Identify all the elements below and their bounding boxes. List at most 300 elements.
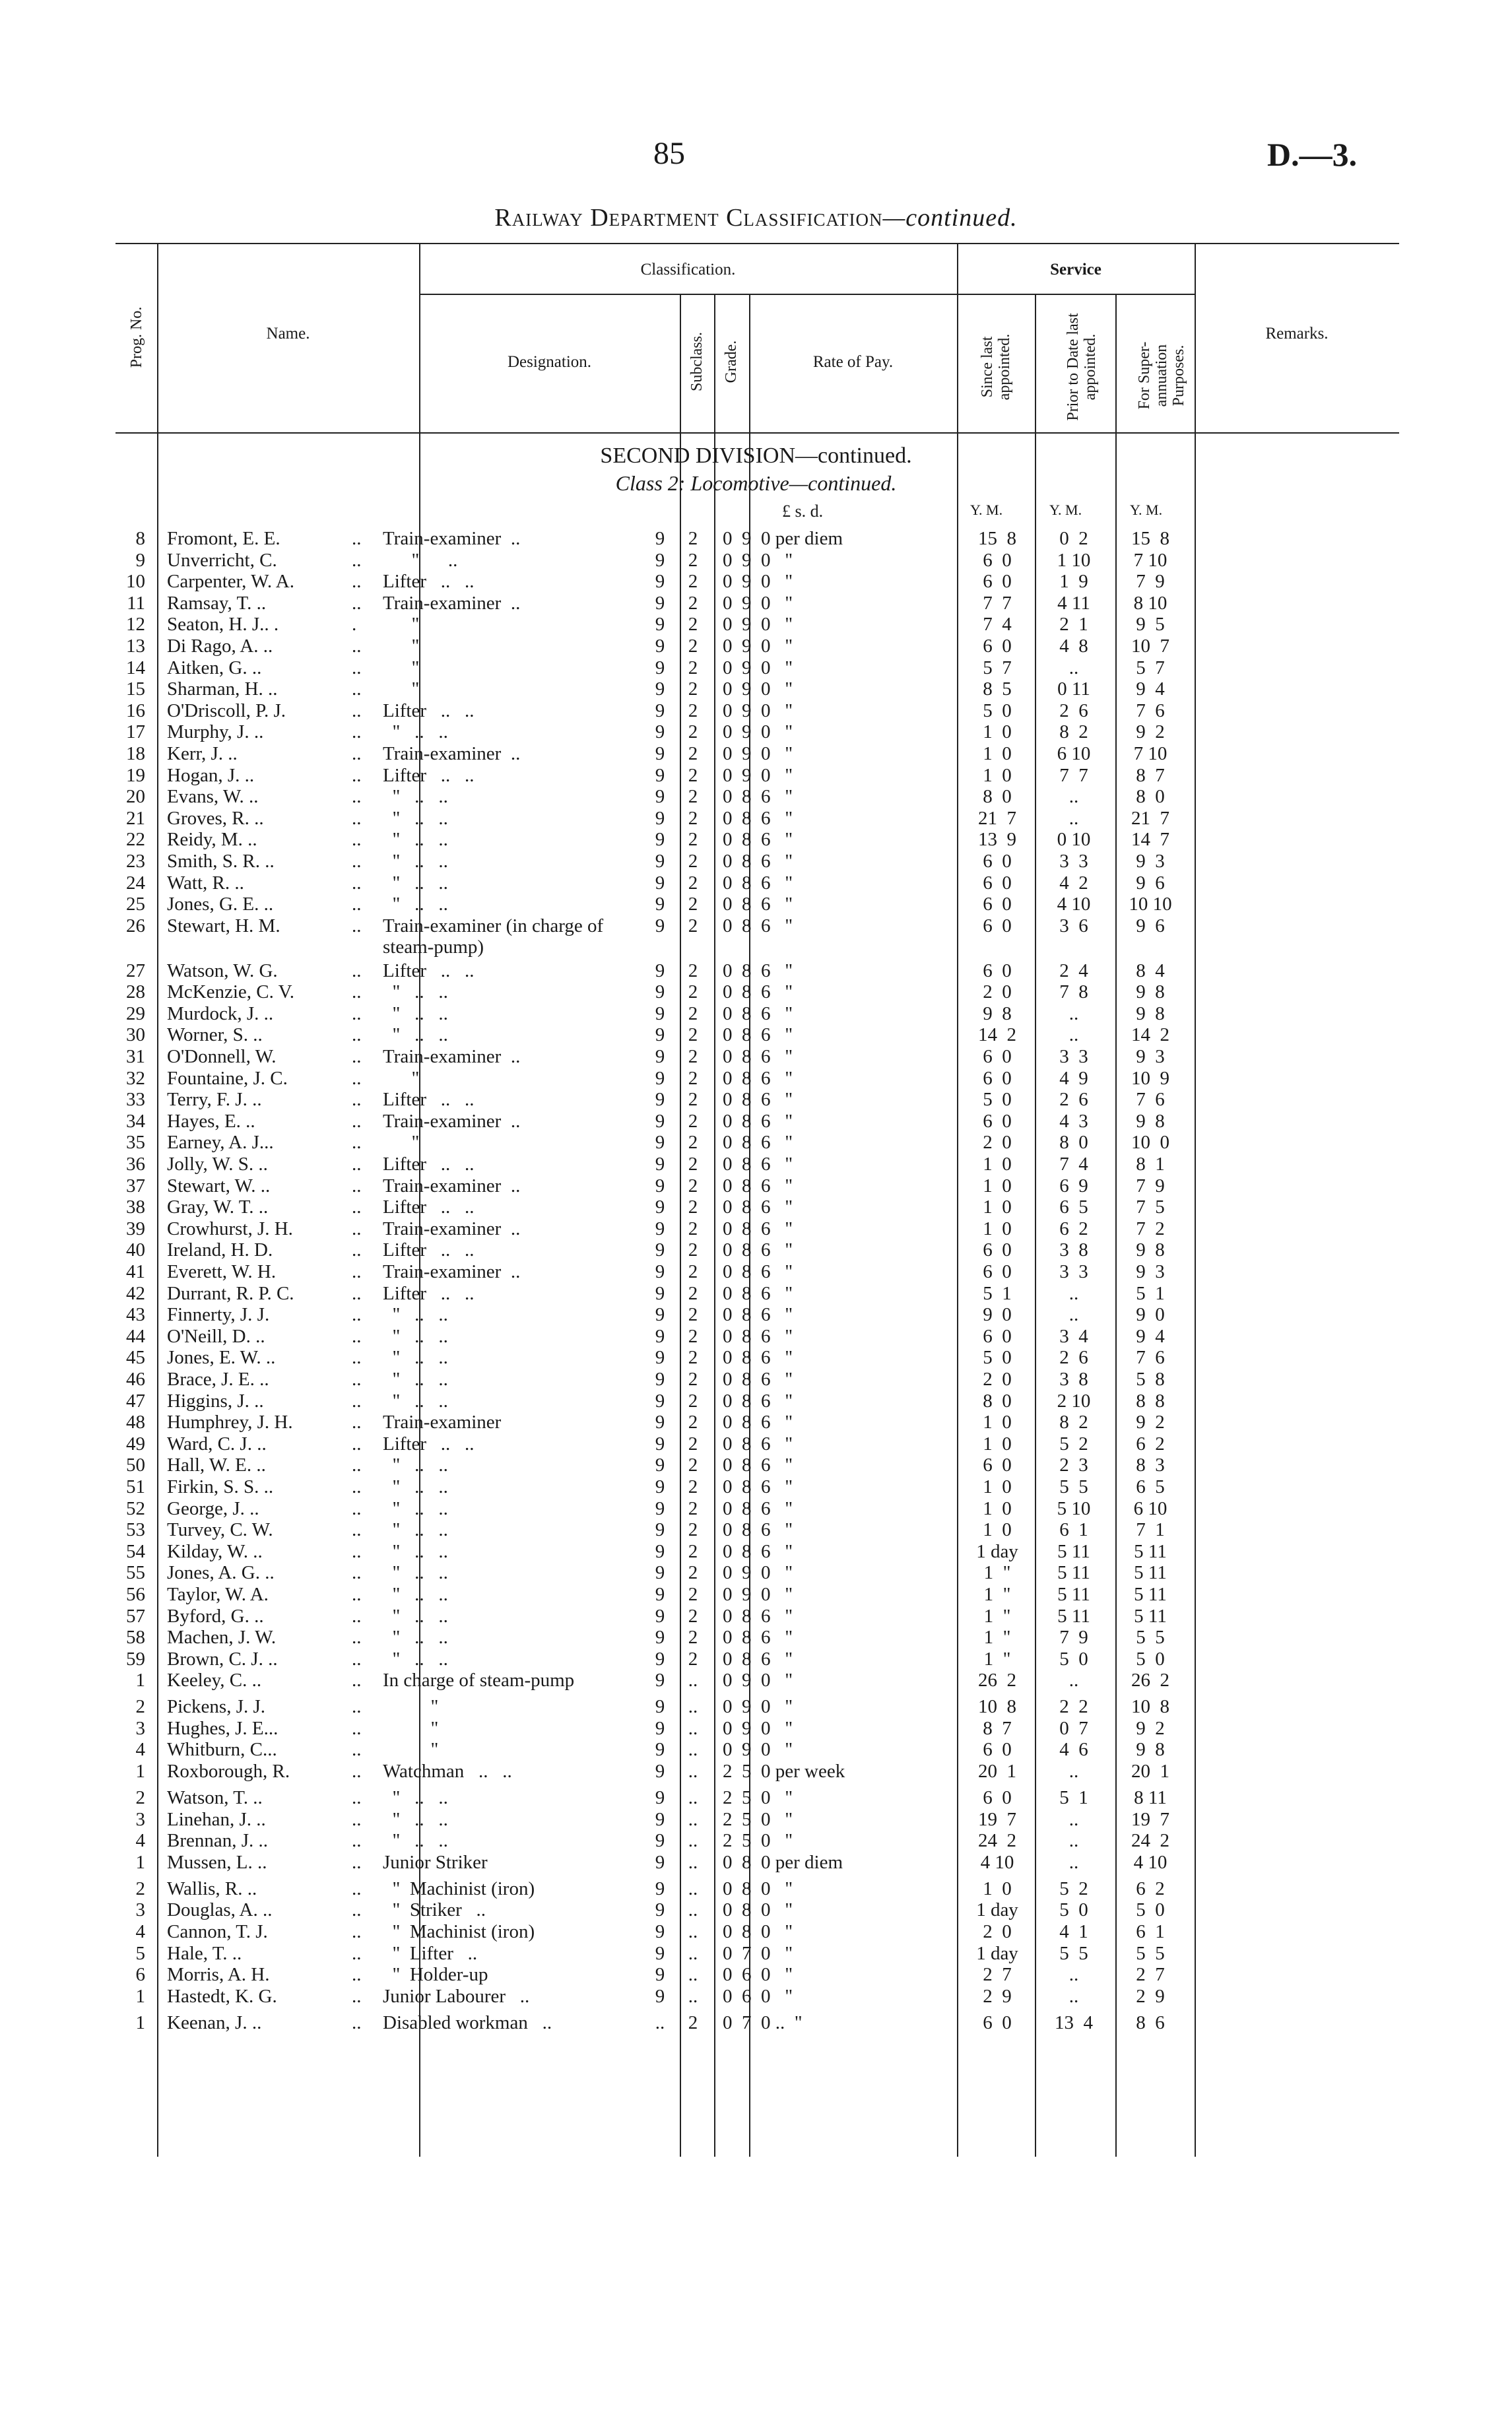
designation: Lifter .. .. [383, 700, 475, 721]
grade: 2 [688, 981, 698, 1003]
name-text: Keenan, J. .. [167, 2012, 262, 2033]
service-superannuation: 7 9 [1136, 571, 1165, 593]
service-superannuation: 8 1 [1136, 1154, 1165, 1175]
service-superannuation: 24 2 [1131, 1830, 1169, 1852]
subclass: 9 [655, 981, 665, 1003]
name-text: Seaton, H. J.. . [167, 614, 279, 636]
rate-of-pay: 0 9 0 " [723, 657, 793, 678]
service-superannuation: 5 1 [1136, 1282, 1165, 1304]
name-text: Watson, T. .. [167, 1787, 263, 1809]
subclass: 9 [655, 1261, 665, 1282]
leader-dots: .. [352, 1739, 362, 1761]
service-superannuation: 7 1 [1136, 1519, 1165, 1541]
employee-name [150, 1175, 375, 1197]
remarks [1189, 1412, 1387, 1433]
grade: 2 [688, 1002, 698, 1024]
prog-no: 32 [126, 1067, 145, 1089]
table-row [115, 1046, 1387, 1068]
name-text: Jones, G. E. .. [167, 894, 274, 915]
service-since-last: 1 day [976, 1540, 1018, 1562]
leader-dots: .. [352, 1921, 362, 1943]
grade: 2 [688, 721, 698, 743]
service-since-last: 1 " [983, 1648, 1011, 1670]
service-prior: .. [1068, 786, 1079, 808]
grade: 2 [688, 1239, 698, 1261]
header-since-last: Since last appointed. [979, 333, 1013, 401]
designation: " .. .. [383, 1368, 448, 1390]
grade: 2 [688, 1196, 698, 1218]
service-prior: 2 1 [1059, 614, 1088, 636]
service-superannuation: 9 2 [1136, 1412, 1165, 1433]
prog-no: 31 [126, 1046, 145, 1068]
remarks [1189, 765, 1387, 787]
grade: 2 [688, 1476, 698, 1497]
service-prior: 4 9 [1059, 1067, 1088, 1089]
rate-of-pay: 0 8 6 " [723, 960, 793, 981]
service-since-last: 9 8 [983, 1002, 1012, 1024]
grade: 2 [688, 1347, 698, 1369]
designation: " .. .. [383, 1519, 448, 1541]
rate-of-pay: 2 5 0 per week [723, 1761, 845, 1783]
service-prior: 0 2 [1059, 528, 1088, 549]
service-units-prior: Y. M. [1049, 502, 1082, 518]
service-prior: 4 10 [1057, 894, 1091, 915]
service-since-last: 6 0 [983, 1787, 1012, 1809]
service-superannuation: 9 4 [1136, 678, 1165, 700]
table-row [115, 678, 1387, 700]
leader-dots: .. [352, 1046, 362, 1068]
table-row [115, 636, 1387, 657]
service-since-last: 6 0 [983, 1046, 1012, 1068]
service-since-last: 5 0 [983, 1347, 1012, 1369]
subclass: 9 [655, 742, 665, 764]
table-row [115, 1239, 1387, 1261]
prog-no: 43 [126, 1304, 145, 1326]
service-superannuation: 2 9 [1136, 1985, 1165, 2007]
name-text: Everett, W. H. [167, 1261, 277, 1282]
leader-dots: .. [352, 1132, 362, 1154]
employee-name [150, 1627, 375, 1649]
rate-of-pay: 0 6 0 " [723, 1964, 793, 1986]
service-superannuation: 10 7 [1131, 635, 1169, 657]
name-text: Carpenter, W. A. [167, 571, 294, 593]
employee-name [150, 1196, 375, 1218]
remarks [1189, 872, 1387, 894]
subclass: 9 [655, 1808, 665, 1830]
prog-no: 17 [126, 721, 145, 743]
rate-of-pay: 0 8 6 " [723, 1648, 793, 1670]
table-row [115, 614, 1387, 636]
leader-dots: .. [352, 1670, 362, 1691]
designation: Lifter .. .. [383, 1433, 475, 1455]
table-row [115, 1718, 1387, 1740]
grade: .. [688, 1670, 698, 1691]
rate-of-pay: 0 9 0 " [723, 614, 793, 636]
leader-dots: .. [352, 1899, 362, 1921]
employee-name [150, 1986, 375, 2012]
pay-units: £ s. d. [782, 502, 824, 521]
table-row [115, 1899, 1387, 1921]
designation: " .. .. [383, 1304, 448, 1326]
table-row [115, 915, 1387, 960]
grade: 2 [688, 960, 698, 981]
name-text: Pickens, J. J. [167, 1696, 266, 1718]
employee-name [150, 593, 375, 614]
service-superannuation: 9 5 [1136, 614, 1165, 636]
leader-dots: .. [352, 1540, 362, 1562]
subclass: 9 [655, 1089, 665, 1111]
employee-name [150, 1068, 375, 1090]
subclass: 9 [655, 1282, 665, 1304]
name-text: Turvey, C. W. [167, 1519, 273, 1541]
name-text: Ramsay, T. .. [167, 592, 267, 614]
prog-no: 29 [126, 1002, 145, 1024]
rate-of-pay: 0 8 6 " [723, 829, 793, 851]
grade: 2 [688, 1046, 698, 1068]
table-row [115, 1986, 1387, 2012]
table-row [115, 765, 1387, 787]
service-since-last: 6 0 [983, 1239, 1012, 1261]
employee-name [150, 1391, 375, 1412]
service-prior: .. [1068, 1282, 1079, 1304]
employee-name [150, 1476, 375, 1498]
leader-dots: .. [352, 1519, 362, 1541]
remarks [1189, 657, 1387, 679]
remarks [1189, 1369, 1387, 1391]
leader-dots: .. [352, 1808, 362, 1830]
prog-no: 44 [126, 1325, 145, 1347]
prog-no: 50 [126, 1455, 145, 1476]
employee-name [150, 721, 375, 743]
remarks [1189, 1921, 1387, 1943]
designation: " .. .. [383, 1562, 448, 1584]
employee-name [150, 915, 375, 960]
designation: " .. .. [383, 721, 448, 743]
prog-no: 38 [126, 1196, 145, 1218]
service-superannuation: 6 10 [1133, 1497, 1167, 1519]
designation: Train-examiner .. [383, 528, 521, 549]
designation: " .. .. [383, 872, 448, 894]
table-row [115, 1852, 1387, 1878]
prog-no: 1 [135, 1761, 145, 1783]
name-text: Earney, A. J... [167, 1132, 274, 1154]
service-prior: .. [1068, 1670, 1079, 1691]
remarks [1189, 1943, 1387, 1965]
designation: " Machinist (iron) [383, 1921, 535, 1943]
grade: 2 [688, 700, 698, 721]
employee-name [150, 1584, 375, 1606]
designation: In charge of steam-pump [383, 1670, 575, 1691]
remarks [1189, 1132, 1387, 1154]
rate-of-pay: 0 8 6 " [723, 1476, 793, 1497]
rate-of-pay: 0 8 6 " [723, 1540, 793, 1562]
prog-no: 24 [126, 872, 145, 894]
header-designation: Designation. [507, 353, 592, 371]
header-prior-to-date: Prior to Date last appointed. [1065, 313, 1099, 421]
service-since-last: 6 0 [983, 872, 1012, 894]
employee-name [150, 1696, 375, 1718]
designation: Lifter .. .. [383, 1282, 475, 1304]
grade: .. [688, 1808, 698, 1830]
name-text: Ireland, H. D. [167, 1239, 273, 1261]
grade: .. [688, 1717, 698, 1739]
service-since-last: 6 0 [983, 1455, 1012, 1476]
table-row [115, 1347, 1387, 1369]
leader-dots: .. [352, 764, 362, 786]
grade: 2 [688, 1455, 698, 1476]
rate-of-pay: 0 8 6 " [723, 1368, 793, 1390]
name-text: Keeley, C. .. [167, 1670, 262, 1691]
service-superannuation: 2 7 [1136, 1964, 1165, 1986]
table-row [115, 1154, 1387, 1175]
service-superannuation: 5 0 [1136, 1648, 1165, 1670]
prog-no: 1 [135, 2012, 145, 2033]
prog-no: 42 [126, 1282, 145, 1304]
rate-of-pay: 2 5 0 " [723, 1808, 793, 1830]
leader-dots: .. [352, 549, 362, 571]
remarks [1189, 2012, 1387, 2039]
service-superannuation: 26 2 [1131, 1670, 1169, 1691]
designation: Train-examiner .. [383, 1046, 521, 1068]
employee-name [150, 1046, 375, 1068]
leader-dots: .. [352, 1089, 362, 1111]
remarks [1189, 1239, 1387, 1261]
prog-no: 3 [135, 1717, 145, 1739]
designation: " .. .. [383, 1497, 448, 1519]
table-row [115, 1649, 1387, 1670]
leader-dots: .. [352, 1304, 362, 1326]
prog-no: 27 [126, 960, 145, 981]
leader-dots: .. [352, 1787, 362, 1809]
subclass: 9 [655, 786, 665, 808]
subclass: 9 [655, 1325, 665, 1347]
rate-of-pay: 0 9 0 " [723, 571, 793, 593]
leader-dots: .. [352, 657, 362, 678]
leader-dots: .. [352, 1455, 362, 1476]
service-prior: .. [1068, 1851, 1079, 1873]
service-superannuation: 4 10 [1133, 1851, 1167, 1873]
table-row [115, 1283, 1387, 1305]
grade: 2 [688, 1325, 698, 1347]
table-row [115, 808, 1387, 830]
name-text: Finnerty, J. J. [167, 1304, 270, 1326]
service-since-last: 6 0 [983, 850, 1012, 872]
leader-dots: .. [352, 1648, 362, 1670]
subclass: 9 [655, 764, 665, 786]
service-superannuation: 5 7 [1136, 657, 1165, 678]
service-prior: 5 5 [1059, 1942, 1088, 1964]
employee-name [150, 528, 375, 550]
service-since-last: 1 day [976, 1899, 1018, 1921]
page-number: 85 [653, 136, 685, 171]
grade: .. [688, 1899, 698, 1921]
name-text: Linehan, J. .. [167, 1808, 266, 1830]
designation: " .. .. [383, 1024, 448, 1046]
employee-name [150, 1964, 375, 1986]
prog-no: 23 [126, 850, 145, 872]
service-since-last: 1 0 [983, 1497, 1012, 1519]
rate-of-pay: 0 8 6 " [723, 1627, 793, 1649]
rate-of-pay: 0 8 6 " [723, 786, 793, 808]
remarks [1189, 1830, 1387, 1852]
prog-no: 1 [135, 1985, 145, 2007]
designation: Train-examiner [383, 1412, 502, 1433]
prog-no: 8 [135, 528, 145, 549]
employee-name [150, 636, 375, 657]
designation: " .. .. [383, 1540, 448, 1562]
subclass: 9 [655, 960, 665, 981]
name-text: Reidy, M. .. [167, 829, 257, 851]
designation: Train-examiner .. [383, 1110, 521, 1132]
name-text: Cannon, T. J. [167, 1921, 268, 1943]
remarks [1189, 1218, 1387, 1240]
table-row [115, 571, 1387, 593]
name-text: Mussen, L. .. [167, 1851, 267, 1873]
service-prior: 6 10 [1057, 742, 1091, 764]
table-row [115, 851, 1387, 872]
table-row [115, 1412, 1387, 1433]
service-superannuation: 5 8 [1136, 1368, 1165, 1390]
service-superannuation: 20 1 [1131, 1761, 1169, 1783]
name-text: Gray, W. T. .. [167, 1196, 269, 1218]
designation: " [383, 635, 420, 657]
leader-dots: .. [352, 1390, 362, 1412]
service-since-last: 6 0 [983, 960, 1012, 981]
prog-no: 25 [126, 894, 145, 915]
table-row [115, 1670, 1387, 1696]
remarks [1189, 1761, 1387, 1787]
subclass: 9 [655, 1196, 665, 1218]
subclass: 9 [655, 1024, 665, 1046]
service-superannuation: 7 6 [1136, 700, 1165, 721]
document-reference: D.—3. [1267, 136, 1358, 173]
rate-of-pay: 0 8 6 " [723, 1175, 793, 1196]
service-superannuation: 7 9 [1136, 1175, 1165, 1196]
table-row [115, 528, 1387, 550]
service-since-last: 6 0 [983, 1325, 1012, 1347]
name-text: McKenzie, C. V. [167, 981, 295, 1003]
employee-name [150, 765, 375, 787]
service-since-last: 1 day [976, 1942, 1018, 1964]
rate-of-pay: 0 9 0 " [723, 1696, 793, 1718]
name-text: Hastedt, K. G. [167, 1985, 277, 2007]
service-prior: 5 11 [1057, 1540, 1090, 1562]
remarks [1189, 1670, 1387, 1696]
designation: " [383, 1132, 420, 1154]
employee-name [150, 1412, 375, 1433]
service-superannuation: 9 2 [1136, 721, 1165, 743]
grade: .. [688, 1942, 698, 1964]
service-since-last: 14 2 [978, 1024, 1016, 1046]
service-since-last: 7 4 [983, 614, 1012, 636]
service-since-last: 6 0 [983, 894, 1012, 915]
service-prior: 6 1 [1059, 1519, 1088, 1541]
header-top-rule [115, 243, 1399, 244]
subclass: 9 [655, 1899, 665, 1921]
service-since-last: 1 0 [983, 1154, 1012, 1175]
designation: " .. [383, 549, 458, 571]
service-since-last: 1 0 [983, 764, 1012, 786]
grade: 2 [688, 1110, 698, 1132]
employee-name [150, 1787, 375, 1809]
service-prior: 13 4 [1055, 2012, 1093, 2033]
rate-of-pay: 0 8 6 " [723, 1605, 793, 1627]
subclass: 9 [655, 1304, 665, 1326]
service-prior: 8 2 [1059, 721, 1088, 743]
employee-name [150, 743, 375, 765]
designation: " .. .. [383, 1583, 448, 1605]
grade: 2 [688, 614, 698, 636]
rate-of-pay: 0 8 6 " [723, 1132, 793, 1154]
designation: " .. .. [383, 1648, 448, 1670]
remarks [1189, 1089, 1387, 1111]
grade: 2 [688, 1627, 698, 1649]
service-prior: 1 9 [1059, 571, 1088, 593]
service-since-last: 6 0 [983, 1739, 1012, 1761]
prog-no: 1 [135, 1670, 145, 1691]
grade: 2 [688, 1540, 698, 1562]
service-superannuation: 7 5 [1136, 1196, 1165, 1218]
leader-dots: .. [352, 1878, 362, 1899]
table-row [115, 1878, 1387, 1900]
table-row [115, 1218, 1387, 1240]
employee-name [150, 700, 375, 722]
rate-of-pay: 0 8 6 " [723, 1067, 793, 1089]
name-text: Kerr, J. .. [167, 742, 238, 764]
designation-text: Train-examiner (in charge of steam-pump) [383, 915, 604, 958]
leader-dots: .. [352, 1562, 362, 1584]
service-prior: 5 11 [1057, 1562, 1090, 1584]
grade: 2 [688, 1412, 698, 1433]
leader-dots: .. [352, 1696, 362, 1718]
remarks [1189, 550, 1387, 572]
service-prior: .. [1068, 1830, 1079, 1852]
subclass: 9 [655, 850, 665, 872]
leader-dots: .. [352, 1583, 362, 1605]
leader-dots: .. [352, 1154, 362, 1175]
service-since-last: 1 0 [983, 1412, 1012, 1433]
service-since-last: 1 " [983, 1627, 1011, 1649]
name-text: Watt, R. .. [167, 872, 244, 894]
table-row [115, 1943, 1387, 1965]
service-prior: 2 6 [1059, 1089, 1088, 1111]
table-row [115, 1696, 1387, 1718]
name-text: Hall, W. E. .. [167, 1455, 266, 1476]
designation: " .. .. [383, 1830, 448, 1852]
service-superannuation: 10 8 [1131, 1696, 1169, 1718]
remarks [1189, 1852, 1387, 1878]
name-text: Douglas, A. .. [167, 1899, 273, 1921]
table-row [115, 1964, 1387, 1986]
service-superannuation: 9 8 [1136, 1002, 1165, 1024]
designation: " [383, 1717, 439, 1739]
leader-dots: .. [352, 807, 362, 829]
subclass: 9 [655, 528, 665, 549]
leader-dots: .. [352, 2012, 362, 2033]
designation: " .. .. [383, 1347, 448, 1369]
service-prior: 4 2 [1059, 872, 1088, 894]
remarks [1189, 593, 1387, 614]
remarks [1189, 1111, 1387, 1132]
designation: " .. .. [383, 1390, 448, 1412]
remarks [1189, 721, 1387, 743]
leader-dots: .. [352, 850, 362, 872]
service-since-last: 2 0 [983, 1921, 1012, 1943]
employee-name [150, 1541, 375, 1563]
leader-dots: .. [352, 1627, 362, 1649]
rate-of-pay: 0 8 6 " [723, 915, 793, 936]
subclass: 9 [655, 1583, 665, 1605]
